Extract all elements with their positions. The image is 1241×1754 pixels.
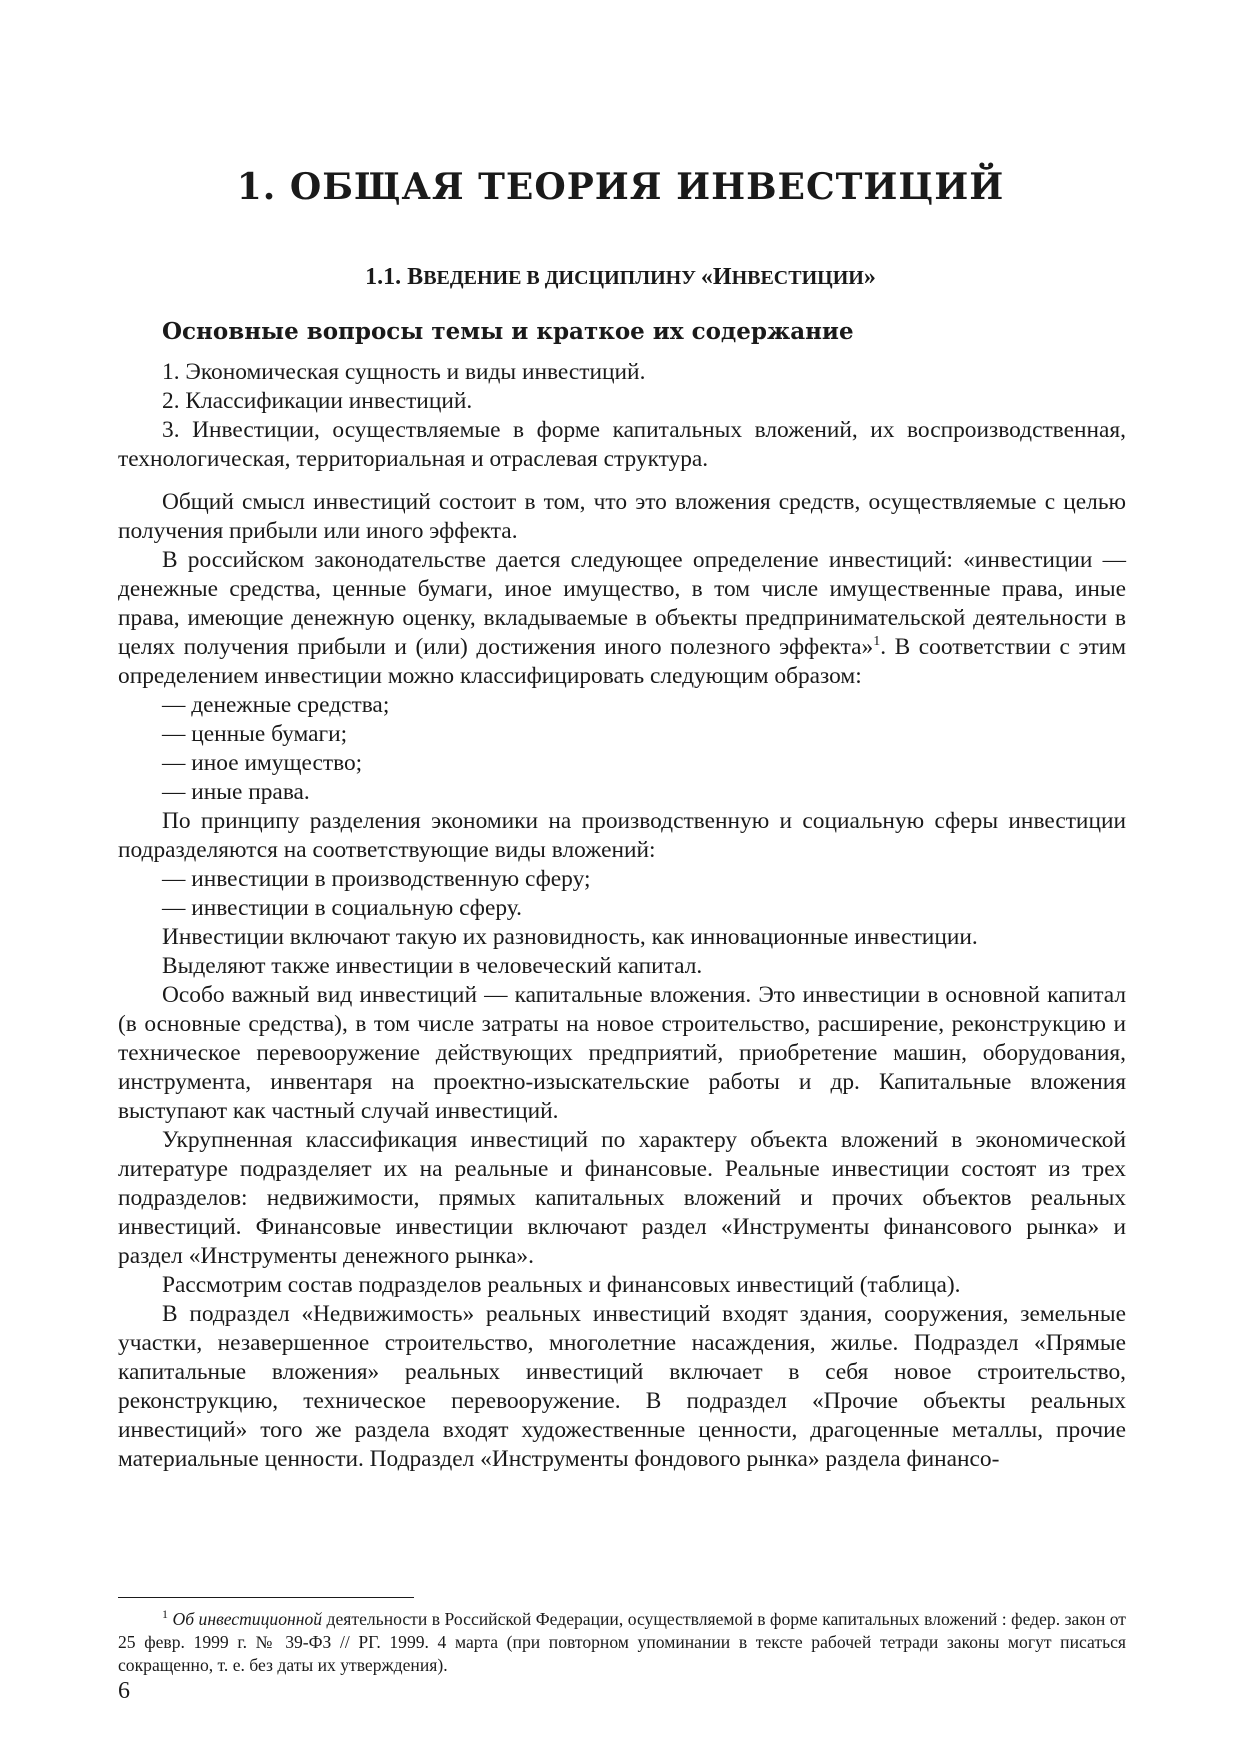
list-item: — инвестиции в социальную сферу. [162, 895, 522, 921]
paragraph: Укрупненная классификация инвестиций по характеру объекта вложений в экономической литературе подразделяет их на реальные и финансовые. Реальные инвестиции состоят из трех подразделов: недвижимости, прямых капитальных вложений и прочих объектов реальных инвестиций. Финансовые инвестиции включают раздел «Инструменты финансового рынка» и раздел «Инструменты денежного рынка». [118, 1127, 1126, 1269]
section-title-smallcaps-2: НВЕСТИЦИИ [731, 267, 864, 289]
section-title-quote-close: » [863, 264, 876, 290]
list-item: — иные права. [162, 779, 310, 805]
paragraph: Инвестиции включают такую их разновидность, как инновационные инвестиции. [162, 924, 978, 950]
topic-item: 1. Экономическая сущность и виды инвестиций. [162, 359, 646, 385]
section-title [0, 264, 1241, 291]
paragraph: По принципу разделения экономики на производственную и социальную сферы инвестиции подразделяются на соответствующие виды вложений: [118, 808, 1126, 863]
topics-heading: Основные вопросы темы и краткое их содержание [162, 318, 854, 345]
section-title-quote-open: « [700, 264, 713, 290]
topics-list [118, 358, 1126, 474]
section-title-cap-1: В [407, 264, 424, 290]
body-text [118, 488, 1126, 1474]
footnote-reference: 1 [873, 634, 881, 650]
paragraph: Особо важный вид инвестиций — капитальные вложения. Это инвестиции в основной капитал (в основные средства), в том числе затраты на новое строительство, расширение, реконструкцию и техническое перевооружение действующих предприятий, приобретение машин, оборудования, инструмента, инвентаря на проектно-изыскательские работы и др. Капитальные вложения выступают как частный случай инвестиций. [118, 982, 1126, 1124]
paragraph: Рассмотрим состав подразделов реальных и финансовых инвестиций (таблица). [162, 1272, 961, 1298]
page-number: 6 [118, 1678, 130, 1704]
paragraph: В подраздел «Недвижимость» реальных инвестиций входят здания, сооружения, земельные участки, незавершенное строительство, многолетние насаждения, жилье. Подраздел «Прямые капитальные вложения» реальных инвестиций включает в себя новое строительство, реконструкцию, техническое перевооружение. В подраздел «Прочие объекты реальных инвестиций» того же раздела входят художественные ценности, драгоценные металлы, прочие материальные ценности. Подраздел «Инструменты фондового рынка» раздела финансо- [118, 1301, 1126, 1472]
footnote-text: деятельности в Российской Федерации, осуществляемой в форме капитальных вложений : федер. закон от 25 февр. 1999 г. № 39-ФЗ // РГ. 1999. 4 марта (при повторном упоминании в тексте рабочей тетради законы могут писаться сокращенно, т. е. без даты их утверждения). [118, 1609, 1126, 1675]
list-item: — денежные средства; [162, 692, 390, 718]
paragraph: Выделяют также инвестиции в человеческий капитал. [162, 953, 703, 979]
footnote-italic-title: Об инвестиционной [172, 1609, 323, 1629]
list-item: — иное имущество; [162, 750, 363, 776]
topic-item: 2. Классификации инвестиций. [162, 388, 473, 414]
section-title-smallcaps-1: ВЕДЕНИЕ В ДИСЦИПЛИНУ [423, 267, 701, 289]
footnote-divider [118, 1597, 414, 1598]
chapter-title: 1. ОБЩАЯ ТЕОРИЯ ИНВЕСТИЦИЙ [236, 166, 1005, 208]
section-number: 1.1. [365, 264, 408, 290]
topic-item: 3. Инвестиции, осуществляемые в форме капитальных вложений, их воспроизводственная, технологическая, территориальная и отраслевая структура. [118, 417, 1126, 472]
list-item: — инвестиции в производственную сферу; [162, 866, 591, 892]
paragraph-text: В российском законодательстве дается следующее определение инвестиций: «инвестиции — денежные средства, ценные бумаги, иное имущество, в том числе имущественные права, иные права, имеющие денежную оценку, вкладываемые в объекты предпринимательской деятельности в целях получения прибыли и (или) достижения иного полезного эффекта» [118, 547, 1126, 660]
footnote [118, 1608, 1126, 1677]
footnote-marker: 1 [162, 1607, 168, 1622]
section-title-cap-2: И [712, 264, 732, 290]
paragraph [118, 546, 1126, 691]
paragraph: Общий смысл инвестиций состоит в том, что это вложения средств, осуществляемые с целью получения прибыли или иного эффекта. [118, 489, 1126, 544]
paragraph-text: . В соответствии с этим определением инвестиции можно классифицировать следующим образом: [118, 634, 1126, 689]
list-item: — ценные бумаги; [162, 721, 348, 747]
